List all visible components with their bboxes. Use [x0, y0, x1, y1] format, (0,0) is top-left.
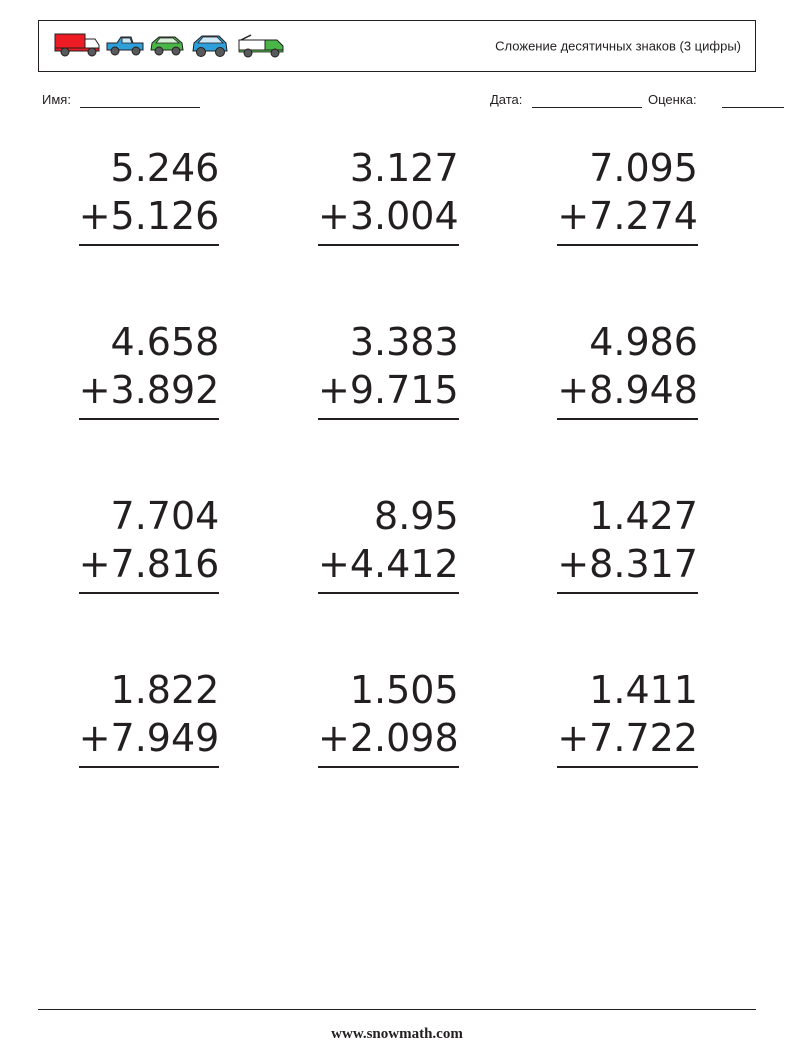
operand-bottom: +2.098	[318, 714, 459, 767]
problem-cell	[517, 132, 756, 306]
problem-cell	[38, 480, 277, 654]
score-label: Оценка:	[648, 92, 697, 107]
problem-8	[318, 492, 459, 594]
problem-3	[557, 144, 698, 246]
problem-9	[557, 492, 698, 594]
operand-bottom: +4.412	[318, 540, 459, 593]
operand-bottom: +8.317	[557, 540, 698, 593]
worksheet-title: Сложение десятичных знаков (3 цифры)	[495, 38, 741, 54]
operand-top: 7.095	[589, 146, 698, 190]
operand-top: 3.127	[349, 146, 459, 190]
vehicles-clipart	[51, 26, 301, 66]
operand-bottom: +7.816	[79, 540, 220, 593]
operand-bottom: +8.948	[557, 366, 698, 419]
problem-cell	[517, 480, 756, 654]
operand-top: 1.822	[110, 668, 220, 712]
problem-cell	[517, 306, 756, 480]
header-box	[38, 20, 756, 72]
problem-6	[557, 318, 698, 420]
problem-7	[79, 492, 220, 594]
problem-cell	[277, 480, 516, 654]
meta-row	[38, 92, 756, 116]
problem-5	[318, 318, 459, 420]
name-input-line[interactable]	[80, 92, 200, 108]
operand-bottom: +7.949	[79, 714, 220, 767]
operand-top: 1.427	[589, 494, 698, 538]
problem-1	[79, 144, 220, 246]
operand-bottom: +7.722	[557, 714, 698, 767]
operand-bottom: +5.126	[79, 192, 220, 245]
score-input-line[interactable]	[722, 92, 784, 108]
operand-bottom: +7.274	[557, 192, 698, 245]
problem-cell	[38, 306, 277, 480]
operand-bottom: +3.004	[318, 192, 459, 245]
operand-top: 8.95	[374, 494, 459, 538]
footer-divider	[38, 1009, 756, 1010]
operand-top: 3.383	[349, 320, 459, 364]
operand-bottom: +3.892	[79, 366, 220, 419]
name-label: Имя:	[42, 92, 71, 107]
problem-cell	[277, 132, 516, 306]
problem-10	[79, 666, 220, 768]
problem-cell	[277, 654, 516, 828]
footer-url: www.snowmath.com	[331, 1026, 463, 1042]
problem-cell	[277, 306, 516, 480]
problem-cell	[38, 654, 277, 828]
operand-top: 7.704	[110, 494, 220, 538]
operand-bottom: +9.715	[318, 366, 459, 419]
problem-2	[318, 144, 459, 246]
operand-top: 1.411	[589, 668, 698, 712]
problem-11	[318, 666, 459, 768]
problem-4	[79, 318, 220, 420]
date-input-line[interactable]	[532, 92, 642, 108]
problem-cell	[517, 654, 756, 828]
operand-top: 5.246	[110, 146, 220, 190]
problem-12	[557, 666, 698, 768]
problems-grid	[38, 132, 756, 828]
operand-top: 1.505	[349, 668, 459, 712]
problem-cell	[38, 132, 277, 306]
date-label: Дата:	[490, 92, 523, 107]
operand-top: 4.986	[589, 320, 698, 364]
operand-top: 4.658	[110, 320, 220, 364]
